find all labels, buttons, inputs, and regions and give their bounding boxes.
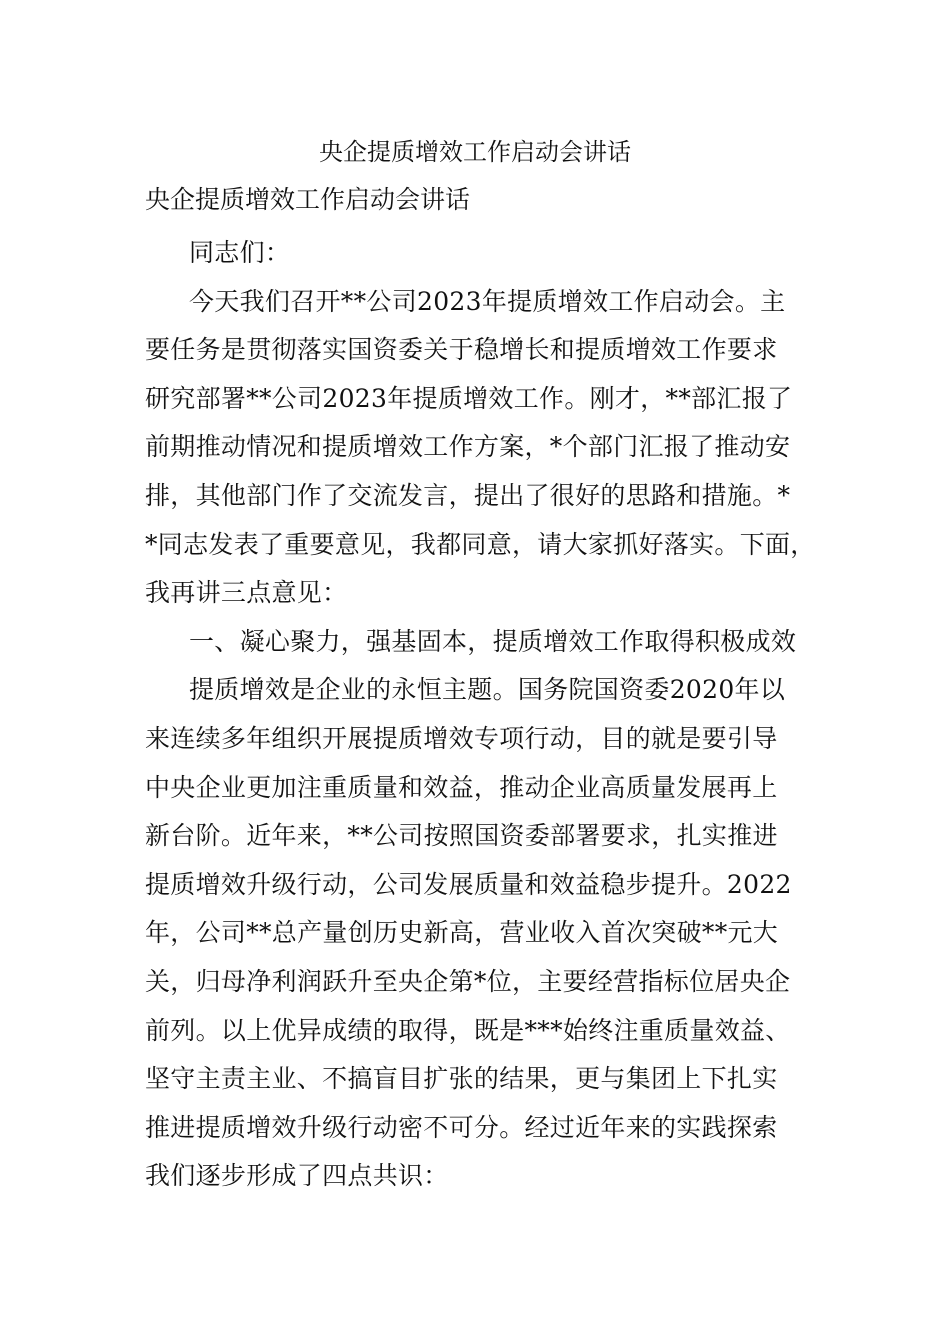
text-line: 提质增效是企业的永恒主题。国务院国资委2020年以 bbox=[189, 675, 786, 705]
text-line: 提质增效升级行动，公司发展质量和效益稳步提升。2022 bbox=[145, 869, 792, 899]
text-line: 要任务是贯彻落实国资委关于稳增长和提质增效工作要求 bbox=[145, 335, 778, 365]
text-line: 来连续多年组织开展提质增效专项行动，目的就是要引导 bbox=[145, 723, 778, 753]
text-line: *同志发表了重要意见，我都同意，请大家抓好落实。下面， bbox=[145, 529, 816, 559]
document-subtitle: 央企提质增效工作启动会讲话 bbox=[145, 185, 471, 214]
text-line: 推进提质增效升级行动密不可分。经过近年来的实践探索 bbox=[145, 1112, 778, 1142]
text-line: 我再讲三点意见： bbox=[145, 578, 348, 608]
text-line: 中央企业更加注重质量和效益，推动企业高质量发展再上 bbox=[145, 772, 778, 802]
text-line: 坚守主责主业、不搞盲目扩张的结果，更与集团上下扎实 bbox=[145, 1064, 778, 1094]
text-line: 前期推动情况和提质增效工作方案，*个部门汇报了推动安 bbox=[145, 432, 791, 462]
text-line: 我们逐步形成了四点共识： bbox=[145, 1161, 449, 1191]
text-line: 研究部署**公司2023年提质增效工作。刚才，**部汇报了 bbox=[145, 383, 793, 413]
text-line: 关，归母净利润跃升至央企第*位，主要经营指标位居央企 bbox=[145, 966, 791, 996]
text-line: 排，其他部门作了交流发言，提出了很好的思路和措施。* bbox=[145, 480, 791, 510]
text-line: 同志们： bbox=[189, 238, 291, 267]
text-line: 新台阶。近年来，**公司按照国资委部署要求，扎实推进 bbox=[145, 821, 778, 851]
document-body bbox=[145, 229, 817, 1201]
text-line: 今天我们召开**公司2023年提质增效工作启动会。主 bbox=[189, 286, 786, 316]
text-line: 年，公司**总产量创历史新高，营业收入首次突破**元大 bbox=[145, 918, 779, 948]
text-line: 前列。以上优异成绩的取得，既是***始终注重质量效益、 bbox=[145, 1015, 791, 1045]
text-line: 一、凝心聚力，强基固本，提质增效工作取得积极成效 bbox=[189, 626, 797, 656]
document-title: 央企提质增效工作启动会讲话 bbox=[319, 138, 631, 166]
